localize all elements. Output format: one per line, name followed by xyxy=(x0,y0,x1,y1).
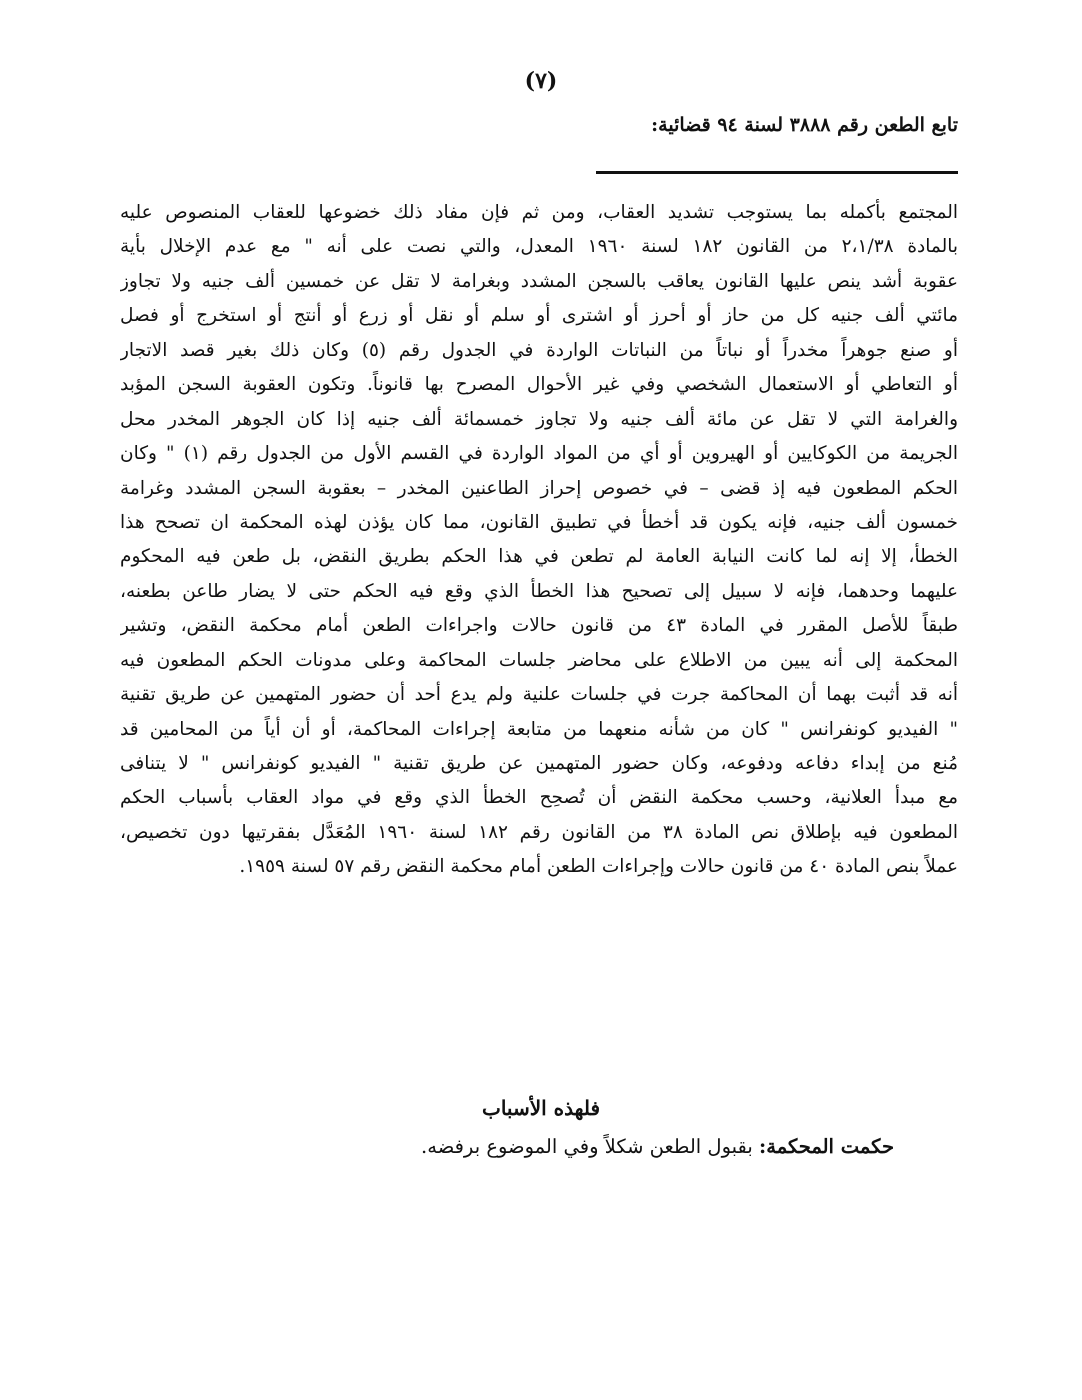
verdict-label: حكمت المحكمة: xyxy=(759,1135,894,1158)
section-heading: فلهذه الأسباب xyxy=(481,1096,601,1120)
header-divider xyxy=(596,171,958,174)
body-line: الجريمة من الكوكايين أو الهيروين أو أي من المواد الواردة في القسم الأول من الجدول رقم (١) " وكان xyxy=(120,443,958,465)
body-line: عقوبة أشد ينص عليها القانون يعاقب بالسجن المشدد وبغرامة لا تقل عن خمسين ألف جنيه ولا تجاوز xyxy=(120,270,958,292)
body-line: الحكم المطعون فيه إذ قضى – في خصوص إحراز الطاعنين المخدر – بعقوبة السجن المشدد وغرامة xyxy=(120,477,958,499)
body-line: أو التعاطي أو الاستعمال الشخصي وفي غير الأحوال المصرح بها قانوناً. وتكون العقوبة السجن المؤبد xyxy=(120,374,958,396)
body-line: المطعون فيه بإطلاق نص المادة ٣٨ من القانون رقم ١٨٢ لسنة ١٩٦٠ المُعَدَّل بفقرتيها دون تخصيص، xyxy=(120,821,958,843)
body-line: مع مبدأ العلانية، وحسب محكمة النقض أن تُصحِح الخطأ الذي وقع في مواد العقاب بأسباب الحكم xyxy=(120,787,958,809)
body-line: المجتمع بأكمله بما يستوجب تشديد العقاب، ومن ثم فإن مفاد ذلك خضوعها للعقاب المنصوص عليه xyxy=(120,202,958,223)
body-line: خمسون ألف جنيه، فإنه يكون قد أخطأ في تطبيق القانون، مما كان يؤذن لهذه المحكمة ان تصحح هذا xyxy=(120,511,958,533)
body-line: " الفيديو كونفرانس " كان من شأنه منعهما من متابعة إجراءات المحاكمة، أو أن أياً من المحامين قد xyxy=(120,718,958,740)
body-line: والغرامة التي لا تقل عن مائة ألف جنيه ولا تجاوز خمسمائة ألف جنيه إذا كان الجوهر المخدر محل xyxy=(120,408,958,430)
body-line: مائتي ألف جنيه كل من حاز أو أحرز أو اشترى أو سلم أو نقل أو زرع أو أنتج أو استخرج أو فصل xyxy=(120,305,958,327)
body-line: أنه قد أثبت بهما أن المحاكمة جرت في جلسات علنية ولم يدع أحد أن حضور المتهمين عن طريق تقنية xyxy=(120,684,958,706)
body-line: مُنع من إبداء دفاعه ودفوعه، وكان حضور المتهمين عن طريق تقنية " الفيديو كونفرانس " لا يتنافى xyxy=(120,753,958,774)
body-line: عملاً بنص المادة ٤٠ من قانون حالات وإجراءات الطعن أمام محكمة النقض رقم ٥٧ لسنة ١٩٥٩. xyxy=(239,856,958,878)
body-line: أو صنع جوهراً مخدراً أو نباتاً من النباتات الواردة في الجدول رقم (٥) وكان ذلك بغير قصد الاتجار xyxy=(120,339,958,361)
body-line: بالمادة ٢،١/٣٨ من القانون ١٨٢ لسنة ١٩٦٠ المعدل، والتي نصت على أنه " مع عدم الإخلال بأية xyxy=(120,236,958,258)
case-header-title: تابع الطعن رقم ٣٨٨٨ لسنة ٩٤ قضائية: xyxy=(651,114,958,136)
verdict-text: بقبول الطعن شكلاً وفي الموضوع برفضه. xyxy=(421,1135,753,1158)
body-paragraph xyxy=(120,196,958,885)
body-line: المحكمة إلى أنه يبين من الاطلاع على محاضر جلسات المحاكمة وعلى مدونات الحكم المطعون فيه xyxy=(120,649,958,671)
page-number: (٧) xyxy=(524,68,558,94)
verdict xyxy=(421,1135,894,1158)
body-line: عليهما وحدهما، فإنه لا سبيل إلى تصحيح هذا الخطأ الذي وقع فيه الحكم حتى لا يضار طاعن بطعنه، xyxy=(120,580,958,602)
body-line: طبقاً للأصل المقرر في المادة ٤٣ من قانون حالات واجراءات الطعن أمام محكمة النقض، وتشير xyxy=(120,615,958,637)
body-line: الخطأ، إلا إنه لما كانت النيابة العامة لم تطعن في هذا الحكم بطريق النقض، بل طعن فيه المحكوم xyxy=(120,546,958,568)
